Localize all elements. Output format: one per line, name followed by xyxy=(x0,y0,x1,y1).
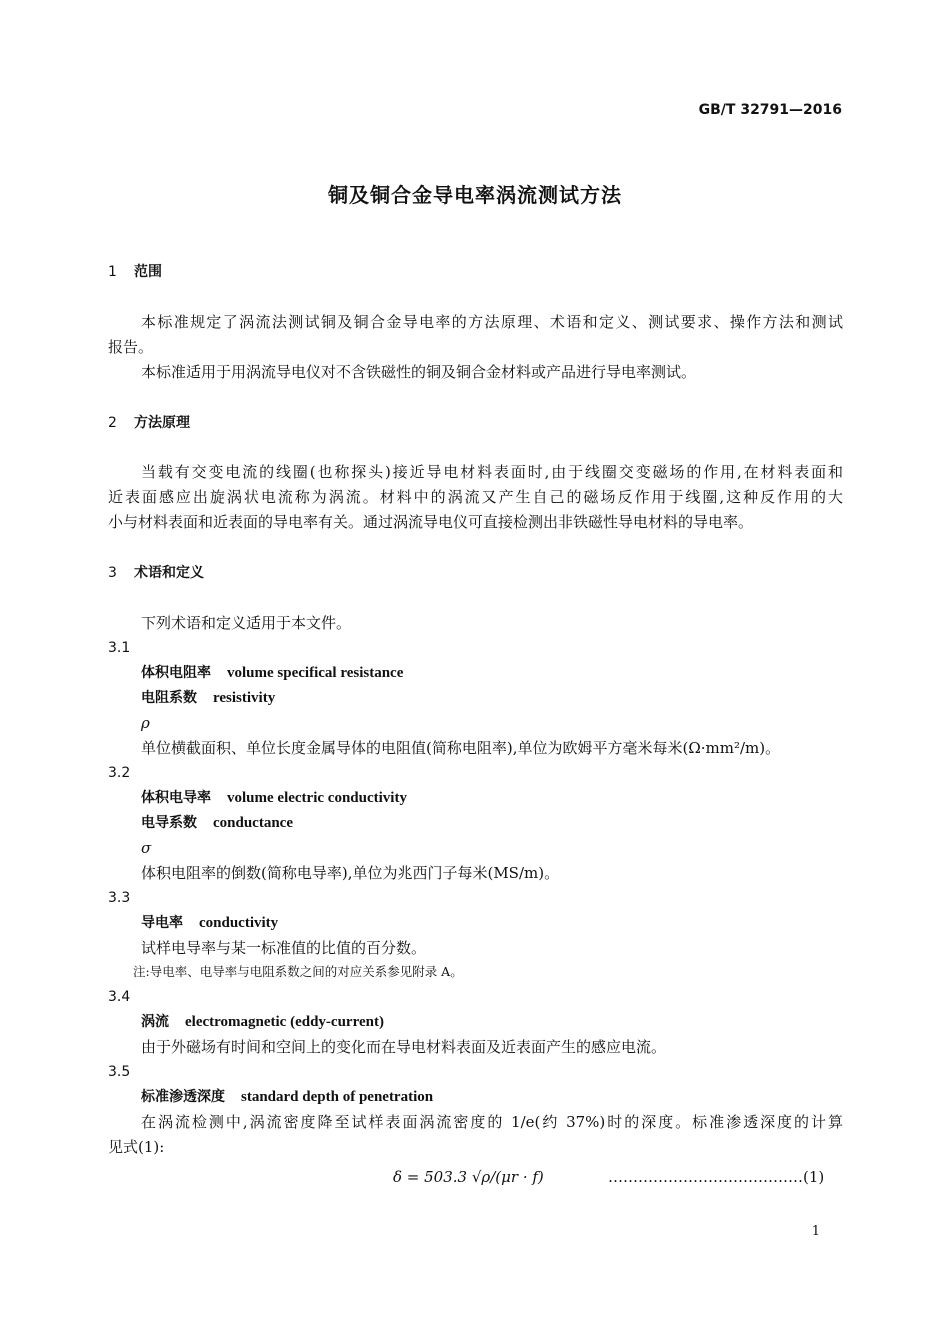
clause-number: 3.3 xyxy=(108,890,131,906)
note: 注:导电率、电导率与电阻系数之间的对应关系参见附录 A。 xyxy=(133,964,463,979)
symbol: ρ xyxy=(141,714,150,732)
formula: δ = 503.3 √ρ/(μr · f) xyxy=(393,1168,544,1186)
term xyxy=(141,688,275,708)
section-heading-1 xyxy=(108,262,162,282)
term-zh: 电阻系数 xyxy=(141,690,197,706)
definition-line: 在涡流检测中,涡流密度降至试样表面涡流密度的 1/e(约 37%)时的深度。标准渗透深度的计算 xyxy=(141,1113,843,1131)
term-en: conductance xyxy=(213,815,293,831)
definition: 体积电阻率的倒数(简称电导率),单位为兆西门子每米(MS/m)。 xyxy=(141,864,560,882)
term-en: conductivity xyxy=(199,915,279,931)
term-en: volume electric conductivity xyxy=(227,790,407,806)
term-en: resistivity xyxy=(213,690,276,706)
standard-number: GB/T 32791—2016 xyxy=(698,102,842,118)
definition: 单位横截面积、单位长度金属导体的电阻值(简称电阻率),单位为欧姆平方毫米每米(Ω·mm²/m)。 xyxy=(141,739,781,757)
clause-number: 3.1 xyxy=(108,640,131,656)
term-zh: 体积电阻率 xyxy=(141,665,211,681)
term xyxy=(141,913,278,933)
term xyxy=(141,1087,433,1107)
section-number: 2 xyxy=(108,415,117,431)
term-en: standard depth of penetration xyxy=(241,1089,434,1105)
paragraph-line: 当载有交变电流的线圈(也称探头)接近导电材料表面时,由于线圈交变磁场的作用,在材料表面和 xyxy=(141,463,843,481)
clause-number: 3.2 xyxy=(108,765,131,781)
definition: 试样电导率与某一标准值的比值的百分数。 xyxy=(141,939,427,957)
section-number: 3 xyxy=(108,565,117,581)
section-title: 术语和定义 xyxy=(134,565,204,581)
section-number: 1 xyxy=(108,264,117,280)
term-zh: 涡流 xyxy=(141,1014,169,1030)
clause-number: 3.4 xyxy=(108,989,131,1005)
definition-line: 见式(1): xyxy=(108,1138,165,1156)
section-title: 范围 xyxy=(134,264,162,280)
term xyxy=(141,663,403,683)
term-zh: 电导系数 xyxy=(141,815,197,831)
page-title: 铜及铜合金导电率涡流测试方法 xyxy=(328,183,622,207)
symbol: σ xyxy=(141,839,152,857)
paragraph-line: 报告。 xyxy=(108,338,154,356)
term-en: electromagnetic (eddy-current) xyxy=(185,1014,384,1030)
paragraph-line: 小与材料表面和近表面的导电率有关。通过涡流导电仪可直接检测出非铁磁性导电材料的导电率。 xyxy=(108,513,754,531)
paragraph-line: 本标准规定了涡流法测试铜及铜合金导电率的方法原理、术语和定义、测试要求、操作方法和测试 xyxy=(141,313,843,331)
section-heading-2 xyxy=(108,413,190,433)
section-title: 方法原理 xyxy=(134,415,190,431)
term-zh: 体积电导率 xyxy=(141,790,211,806)
term xyxy=(141,1012,384,1032)
term-zh: 导电率 xyxy=(141,915,183,931)
term xyxy=(141,813,293,833)
term xyxy=(141,788,407,808)
paragraph: 本标准适用于用涡流导电仪对不含铁磁性的铜及铜合金材料或产品进行导电率测试。 xyxy=(141,363,697,381)
paragraph-line: 近表面感应出旋涡状电流称为涡流。材料中的涡流又产生自己的磁场反作用于线圈,这种反作用的大 xyxy=(108,488,843,506)
clause-number: 3.5 xyxy=(108,1064,131,1080)
section-heading-3 xyxy=(108,563,204,583)
paragraph: 下列术语和定义适用于本文件。 xyxy=(141,614,352,632)
term-en: volume specifical resistance xyxy=(227,665,404,681)
term-zh: 标准渗透深度 xyxy=(141,1089,225,1105)
definition: 由于外磁场有时间和空间上的变化而在导电材料表面及近表面产生的感应电流。 xyxy=(141,1038,667,1056)
page-number: 1 xyxy=(811,1224,820,1239)
formula-reference: …………………………………(1) xyxy=(608,1168,825,1186)
